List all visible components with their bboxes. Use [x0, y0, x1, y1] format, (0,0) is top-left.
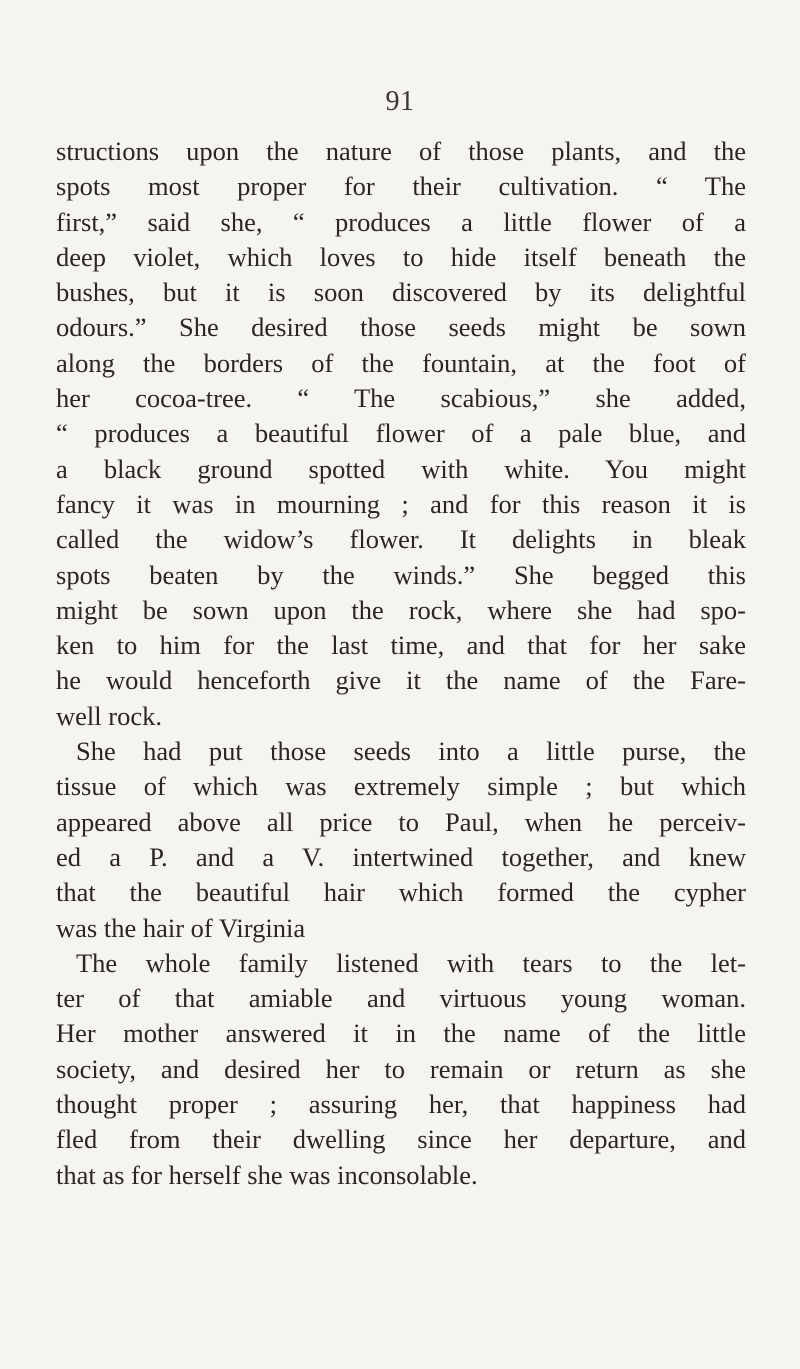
- body-text: [56, 134, 746, 1193]
- text-line: that the beautiful hair which formed the cypher: [56, 877, 746, 908]
- text-line: tissue of which was extremely simple ; but which: [56, 771, 746, 802]
- text-line: spots beaten by the winds.” She begged this: [56, 559, 746, 590]
- text-line: “ produces a beautiful flower of a pale blue, and: [56, 418, 746, 449]
- text-line: called the widow’s flower. It delights in bleak: [56, 524, 746, 555]
- text-line: fancy it was in mourning ; and for this reason it is: [56, 488, 746, 519]
- text-line: might be sown upon the rock, where she had spo-: [56, 594, 746, 625]
- text-line: a black ground spotted with white. You might: [56, 453, 746, 484]
- text-line: structions upon the nature of those plants, and the: [56, 136, 746, 166]
- text-line: ed a P. and a V. intertwined together, and knew: [56, 841, 746, 872]
- text-line: She had put those seeds into a little purse, the: [76, 736, 746, 767]
- text-line: deep violet, which loves to hide itself beneath the: [56, 241, 746, 272]
- text-line: ken to him for the last time, and that for her sake: [56, 630, 746, 661]
- text-line: was the hair of Virginia: [56, 912, 306, 943]
- text-line: spots most proper for their cultivation. “ The: [56, 171, 746, 202]
- text-line: along the borders of the fountain, at the foot of: [56, 347, 746, 378]
- text-line: The whole family listened with tears to the let-: [76, 947, 746, 978]
- text-line: Her mother answered it in the name of the little: [56, 1018, 746, 1049]
- text-line: her cocoa-tree. “ The scabious,” she added,: [56, 383, 746, 414]
- page-number: 91: [385, 86, 415, 117]
- text-line: appeared above all price to Paul, when he perceiv-: [56, 806, 746, 837]
- text-line: fled from their dwelling since her departure, and: [56, 1124, 746, 1155]
- text-line: ter of that amiable and virtuous young woman.: [56, 983, 746, 1014]
- text-line: thought proper ; assuring her, that happiness had: [56, 1089, 746, 1120]
- text-line: he would henceforth give it the name of the Fare-: [56, 665, 746, 696]
- text-line: well rock.: [56, 700, 162, 731]
- text-line: society, and desired her to remain or return as she: [56, 1053, 746, 1084]
- text-line: bushes, but it is soon discovered by its delightful: [56, 277, 746, 308]
- text-line: odours.” She desired those seeds might be sown: [56, 312, 746, 343]
- text-line: first,” said she, “ produces a little flower of a: [56, 206, 746, 237]
- text-line: that as for herself she was inconsolable.: [56, 1159, 478, 1190]
